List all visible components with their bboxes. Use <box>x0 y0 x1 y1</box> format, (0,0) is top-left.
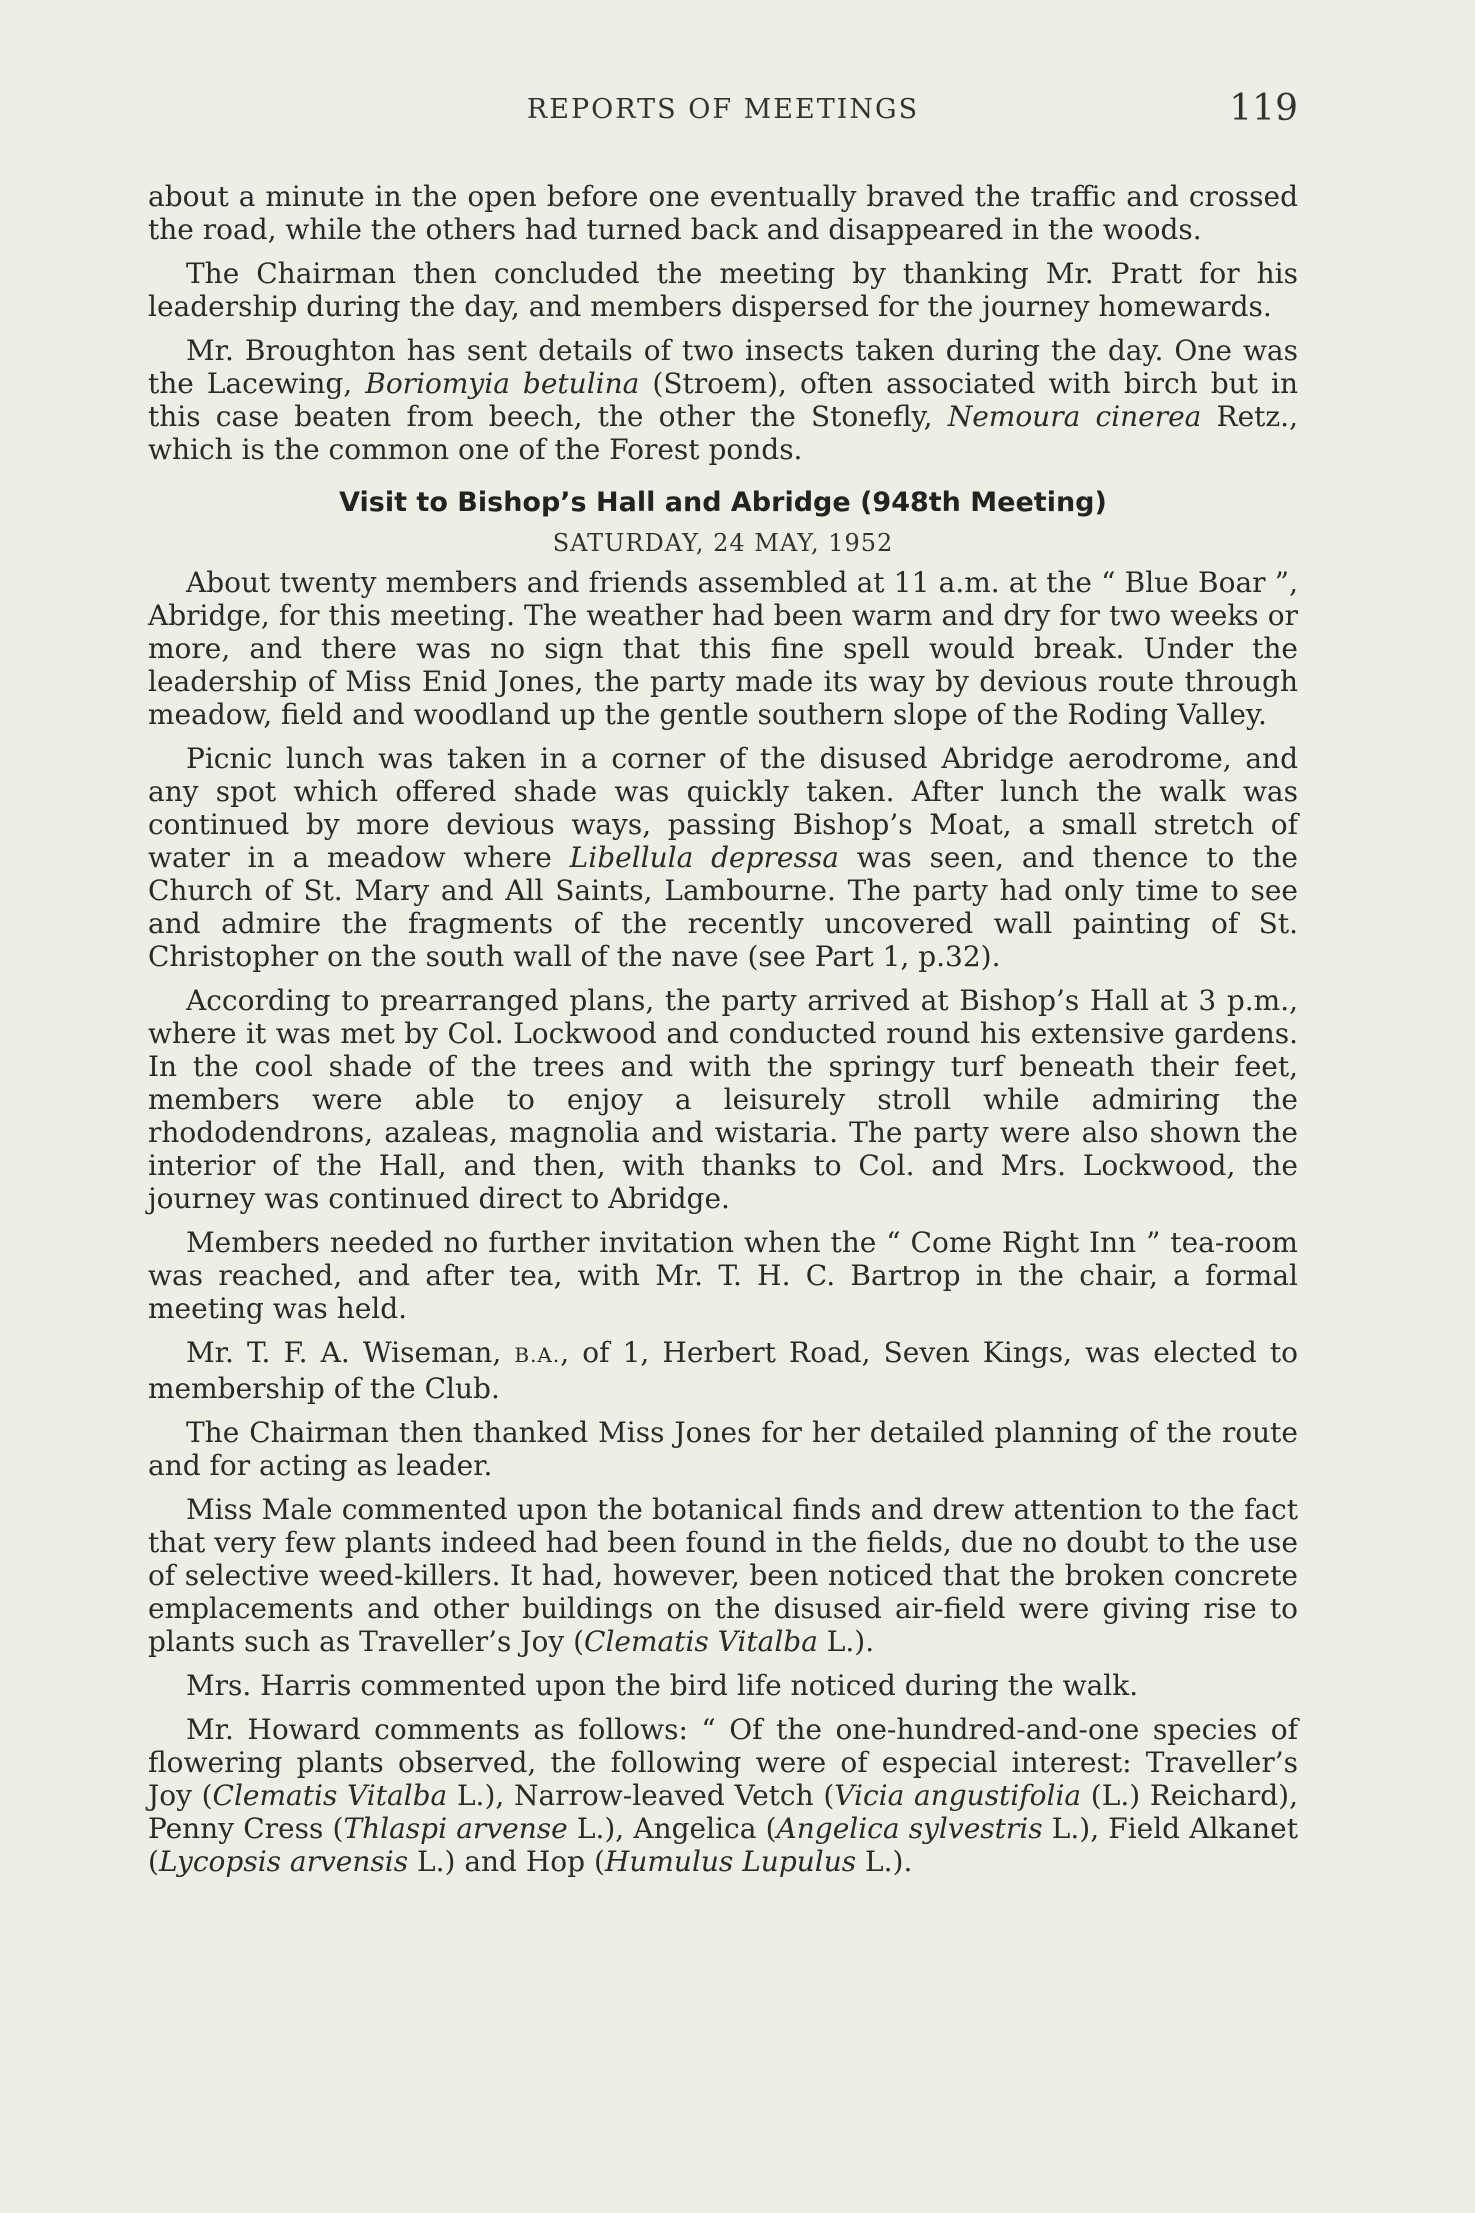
text-run: was seen, and thence to the Church of St. Mary and All Saints, Lambourne. The party had only time to see and admire the fragments of the recently uncovered wall painting of St. Christopher on the south wall of the nave (see Part 1, p.32). <box>148 841 1298 973</box>
page-header <box>148 88 1298 136</box>
paragraph: The Chairman then thanked Miss Jones for her detailed planning of the route and for acting as leader. <box>148 1416 1298 1482</box>
text-run: L.) and Hop ( <box>408 1845 605 1878</box>
degree-abbreviation: B.A. <box>514 1343 561 1367</box>
paragraph <box>148 1336 1298 1405</box>
paragraph: According to prearranged plans, the party arrived at Bishop’s Hall at 3 p.m., where it was met by Col. Lockwood and conducted round his extensive gardens. In the cool shade of the trees and with the springy turf beneath their feet, members were able to enjoy a leisurely stroll while admiring the rhododendrons, azaleas, magnolia and wistaria. The party were also shown the interior of the Hall, and then, with thanks to Col. and Mrs. Lockwood, the journey was continued direct to Abridge. <box>148 984 1298 1215</box>
text-run: L.), Narrow-leaved Vetch ( <box>447 1779 835 1812</box>
species-name: Boriomyia betulina <box>365 367 640 400</box>
section-date: SATURDAY, 24 MAY, 1952 <box>552 529 894 557</box>
text-run: L.), Angelica ( <box>567 1812 777 1845</box>
text-run: Mr. Broughton has sent details of two insects taken during the day. One was the Lacewing, <box>148 334 1298 400</box>
species-name: Clematis Vitalba <box>212 1779 448 1812</box>
paragraph-continued: about a minute in the open before one eventually braved the traffic and crossed the road, while the others had turned back and disappeared in the woods. <box>148 180 1298 246</box>
text-run: Picnic lunch was taken in a corner of the disused Abridge aerodrome, and any spot which offered shade was quickly taken. After lunch the walk was continued by more devious ways, passing Bishop’s Moat, a small stretch of water in a meadow where <box>148 742 1298 874</box>
text-run: L.), Field Alkanet ( <box>148 1812 1298 1878</box>
paragraph: About twenty members and friends assembled at 11 a.m. at the “ Blue Boar ”, Abridge, for this meeting. The weather had been warm and dry for two weeks or more, and there was no sign that this fine spell would break. Under the leadership of Miss Enid Jones, the party made its way by devious route through meadow, field and woodland up the gentle southern slope of the Roding Valley. <box>148 566 1298 731</box>
text-run: L.). <box>817 1625 875 1658</box>
species-name: Angelica sylvestris <box>776 1812 1043 1845</box>
species-name: Thlaspi arvense <box>343 1812 568 1845</box>
article-body <box>148 180 1298 1889</box>
paragraph <box>148 742 1298 973</box>
paragraph: Mrs. Harris commented upon the bird life noticed during the walk. <box>186 1669 1139 1702</box>
text-run: Mr. T. F. A. Wiseman, <box>186 1336 515 1369</box>
page-number: 119 <box>1229 88 1298 129</box>
text-run: , of 1, Herbert Road, Seven Kings, was elected to membership of the Club. <box>148 1336 1298 1405</box>
text-run: (Stroem), often associated with birch but in this case beaten from beech, the other the Stonefly, <box>148 367 1298 433</box>
running-head: REPORTS OF MEETINGS <box>526 94 920 125</box>
text-run: L.). <box>856 1845 913 1878</box>
species-name: Libellula depressa <box>569 841 839 874</box>
species-name: Clematis Vitalba <box>584 1625 818 1658</box>
paragraph <box>148 1493 1298 1658</box>
text-run: Retz., which is the common one of the Forest ponds. <box>148 400 1298 466</box>
text-run: Miss Male commented upon the botanical finds and drew attention to the fact that very few plants indeed had been found in the fields, due no doubt to the use of selective weed-killers. It had, however, been noticed that the broken concrete emplacements and other buildings on the disused air-field were giving rise to plants such as Traveller’s Joy ( <box>148 1493 1298 1658</box>
text-run: (L.) Reichard), Penny Cress ( <box>148 1779 1299 1845</box>
species-name: Nemoura cinerea <box>947 400 1202 433</box>
species-name: Lycopsis arvensis <box>158 1845 409 1878</box>
text-run: Mr. Howard comments as follows: “ Of the one-hundred-and-one species of flowering plants observed, the following were of especial interest: Traveller’s Joy ( <box>148 1713 1298 1812</box>
paragraph <box>148 1713 1298 1878</box>
paragraph: Members needed no further invitation when the “ Come Right Inn ” tea-room was reached, and after tea, with Mr. T. H. C. Bartrop in the chair, a formal meeting was held. <box>148 1226 1298 1325</box>
species-name: Vicia angustifolia <box>834 1779 1082 1812</box>
species-name: Humulus Lupulus <box>604 1845 857 1878</box>
paragraph <box>148 334 1298 466</box>
section-title: Visit to Bishop’s Hall and Abridge (948th Meeting) <box>339 487 1107 518</box>
paragraph: The Chairman then concluded the meeting by thanking Mr. Pratt for his leadership during the day, and members dispersed for the journey homewards. <box>148 257 1298 323</box>
